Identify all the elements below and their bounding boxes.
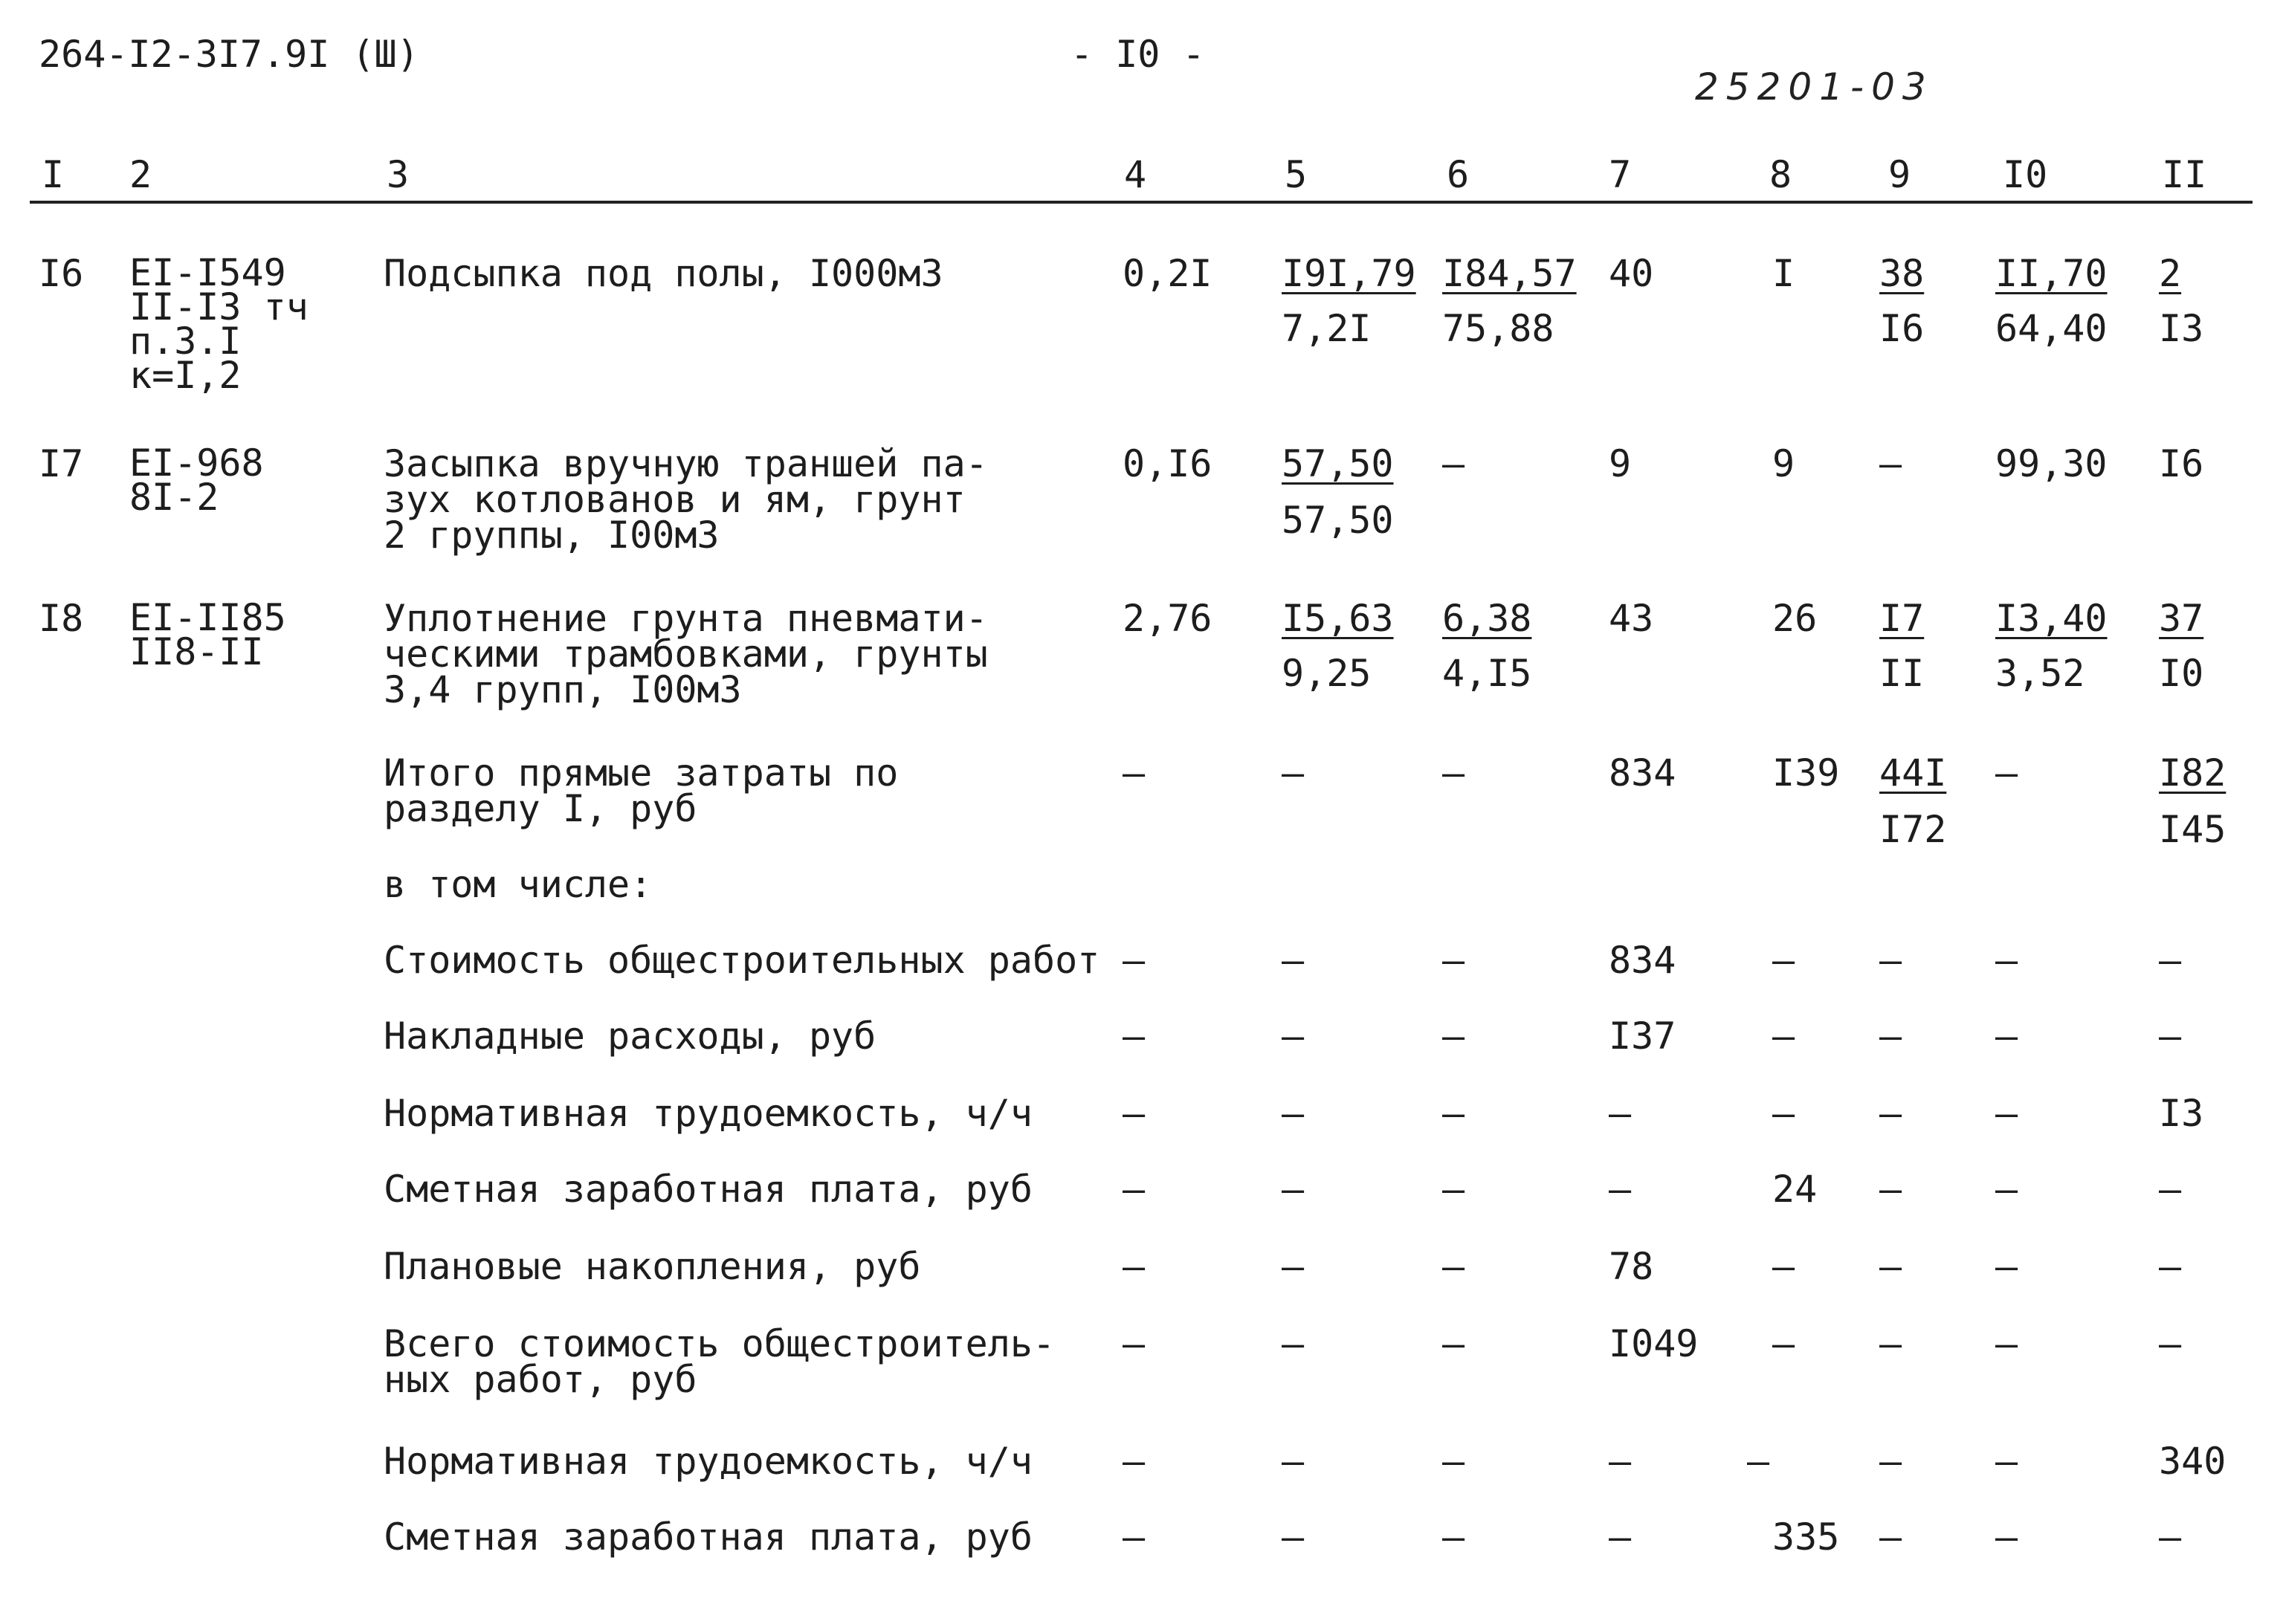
machinist-labor-total: I0 (2159, 652, 2204, 695)
norm-code: EI-II85 II8-II (129, 596, 286, 673)
page-number: - I0 - (1071, 33, 1205, 76)
total-cost-value: 834 (1609, 751, 1676, 795)
summary-c5: – (1282, 1245, 1305, 1288)
summary-c9: – (1879, 1245, 1902, 1288)
unit-cost-total: 57,50 (1282, 442, 1394, 485)
unit-cost-wages: 9,25 (1282, 652, 1372, 695)
summary-c7: I37 (1609, 1015, 1676, 1058)
header-rule (30, 201, 2253, 204)
summary-c10: – (1995, 1245, 2018, 1288)
summary-c8: – (1772, 1092, 1795, 1135)
work-name: Подсыпка под полы, I000м3 (384, 252, 943, 295)
column-number-2: 2 (129, 153, 152, 196)
summary-c5: – (1282, 939, 1305, 982)
column-number-6: 6 (1447, 153, 1470, 196)
summary-c11: 340 (2159, 1440, 2227, 1483)
summary-c9: – (1879, 1168, 1902, 1211)
summary-c8: 335 (1772, 1515, 1840, 1559)
summary-c11: – (2159, 1015, 2182, 1058)
summary-c6: – (1442, 1322, 1465, 1365)
summary-c4: – (1123, 1245, 1146, 1288)
column-number-7: 7 (1609, 153, 1632, 196)
summary-c7: I049 (1609, 1322, 1699, 1365)
summary-c7: – (1609, 1092, 1632, 1135)
wages-total: 26 (1772, 597, 1818, 640)
summary-c7: – (1609, 1168, 1632, 1211)
summary-c6: – (1442, 1092, 1465, 1135)
summary-c5: – (1282, 1092, 1305, 1135)
row-number: I8 (39, 597, 84, 640)
summary-label: Плановые накопления, руб (384, 1245, 921, 1288)
total-unit-cost: – (1282, 751, 1305, 795)
summary-c7: – (1609, 1515, 1632, 1559)
labor-total: 2 (2159, 252, 2182, 295)
summary-label: Сметная заработная плата, руб (384, 1168, 1033, 1211)
summary-c4: – (1123, 1440, 1146, 1483)
unit-cost-total: I9I,79 (1282, 252, 1416, 295)
including-label: в том числе: (384, 863, 653, 906)
summary-c4: – (1123, 1092, 1146, 1135)
machinist-labor-total: I3 (2159, 307, 2204, 350)
summary-c11: I3 (2159, 1092, 2204, 1135)
quantity: 0,2I (1123, 252, 1212, 295)
summary-c9: – (1879, 1092, 1902, 1135)
labor-per-unit: 99,30 (1995, 442, 2108, 485)
document-code: 264-I2-3I7.9I (Ш) (39, 33, 419, 76)
summary-c6: – (1442, 1245, 1465, 1288)
summary-c10: – (1995, 1322, 2018, 1365)
summary-c10: – (1995, 1015, 2018, 1058)
summary-c8: – (1772, 1245, 1795, 1288)
total-labor-per-unit: – (1995, 751, 2018, 795)
machine-total: – (1879, 442, 1902, 485)
column-number-4: 4 (1124, 153, 1147, 196)
summary-c6: – (1442, 1515, 1465, 1559)
work-name: Засыпка вручную траншей па- зух котлованов и ям, грунт 2 группы, I00м3 (384, 442, 988, 557)
column-number-1: I (42, 153, 65, 196)
summary-c11: – (2159, 939, 2182, 982)
summary-c9: – (1879, 1322, 1902, 1365)
summary-c11: – (2159, 1515, 2182, 1559)
column-number-11: II (2162, 153, 2207, 196)
total-machine-wages-value: I72 (1879, 808, 1947, 851)
summary-c8: 24 (1772, 1168, 1818, 1211)
total-quantity: – (1123, 751, 1146, 795)
summary-c10: – (1995, 939, 2018, 982)
column-number-9: 9 (1888, 153, 1911, 196)
column-number-8: 8 (1769, 153, 1792, 196)
summary-label: Всего стоимость общестроитель- ных работ, руб (384, 1322, 1056, 1401)
summary-c4: – (1123, 939, 1146, 982)
norm-code: EI-I549 II-I3 тч п.3.I к=I,2 (129, 251, 309, 397)
summary-c7: 78 (1609, 1245, 1654, 1288)
quantity: 0,I6 (1123, 442, 1212, 485)
summary-c6: – (1442, 939, 1465, 982)
row-number: I7 (39, 442, 84, 485)
summary-label: Стоимость общестроительных работ (384, 939, 1100, 982)
summary-c11: – (2159, 1322, 2182, 1365)
total-wages-value: I39 (1772, 751, 1840, 795)
summary-c9: – (1879, 1515, 1902, 1559)
total-machine-value: 44I (1879, 751, 1947, 795)
unit-cost-wages: 7,2I (1282, 307, 1372, 350)
summary-c5: – (1282, 1015, 1305, 1058)
summary-label: Нормативная трудоемкость, ч/ч (384, 1092, 1033, 1135)
summary-c10: – (1995, 1440, 2018, 1483)
summary-c9: – (1879, 1015, 1902, 1058)
summary-c9: – (1879, 939, 1902, 982)
row-number: I6 (39, 252, 84, 295)
summary-c8: – (1772, 1015, 1795, 1058)
labor-total: 37 (2159, 597, 2204, 640)
quantity: 2,76 (1123, 597, 1212, 640)
summary-c6: – (1442, 1015, 1465, 1058)
summary-c6: – (1442, 1440, 1465, 1483)
machine-cost: I84,57 (1442, 252, 1577, 295)
column-number-3: 3 (387, 153, 410, 196)
summary-c11: – (2159, 1168, 2182, 1211)
total-cost: 9 (1609, 442, 1632, 485)
labor-per-unit: I3,40 (1995, 597, 2108, 640)
summary-c10: – (1995, 1092, 2018, 1135)
total-label: Итого прямые затраты по разделу I, руб (384, 751, 899, 830)
labor-per-unit: II,70 (1995, 252, 2108, 295)
summary-c5: – (1282, 1322, 1305, 1365)
norm-code: EI-968 8I-2 (129, 441, 264, 519)
summary-c6: – (1442, 1168, 1465, 1211)
machinist-labor-per-unit: 64,40 (1995, 307, 2108, 350)
column-number-10: I0 (2003, 153, 2048, 196)
labor-total: I6 (2159, 442, 2204, 485)
total-machinist-labor-value: I45 (2159, 808, 2227, 851)
summary-label: Нормативная трудоемкость, ч/ч (384, 1440, 1033, 1483)
summary-c5: – (1282, 1168, 1305, 1211)
summary-c11: – (2159, 1245, 2182, 1288)
summary-c4: – (1123, 1322, 1146, 1365)
machine-total: I7 (1879, 597, 1925, 640)
total-machine-cost: – (1442, 751, 1465, 795)
handwritten-number: 25201-03 (1695, 65, 1934, 109)
summary-label: Накладные расходы, руб (384, 1015, 876, 1058)
wages-total: 9 (1772, 442, 1795, 485)
total-cost: 40 (1609, 252, 1654, 295)
machine-cost: 6,38 (1442, 597, 1532, 640)
summary-c4: – (1123, 1515, 1146, 1559)
summary-c5: – (1282, 1440, 1305, 1483)
summary-c8: – (1772, 939, 1795, 982)
machine-wages-total: II (1879, 652, 1925, 695)
machine-total: 38 (1879, 252, 1925, 295)
summary-c8: – (1747, 1440, 1770, 1483)
summary-c9: – (1879, 1440, 1902, 1483)
unit-cost-total: I5,63 (1282, 597, 1394, 640)
work-name: Уплотнение грунта пневмати- ческими трамбовками, грунты 3,4 групп, I00м3 (384, 597, 988, 711)
unit-cost-wages: 57,50 (1282, 499, 1394, 542)
machine-wages-total: I6 (1879, 307, 1925, 350)
machine-wages: 75,88 (1442, 307, 1554, 350)
machinist-labor-per-unit: 3,52 (1995, 652, 2085, 695)
summary-c7: – (1609, 1440, 1632, 1483)
machine-cost: – (1442, 442, 1465, 485)
column-number-5: 5 (1285, 153, 1308, 196)
summary-c4: – (1123, 1015, 1146, 1058)
machine-wages: 4,I5 (1442, 652, 1532, 695)
total-cost: 43 (1609, 597, 1654, 640)
summary-c8: – (1772, 1322, 1795, 1365)
wages-total: I (1772, 252, 1795, 295)
total-labor-value: I82 (2159, 751, 2227, 795)
summary-c5: – (1282, 1515, 1305, 1559)
summary-c7: 834 (1609, 939, 1676, 982)
summary-c10: – (1995, 1515, 2018, 1559)
summary-c10: – (1995, 1168, 2018, 1211)
summary-c4: – (1123, 1168, 1146, 1211)
summary-label: Сметная заработная плата, руб (384, 1515, 1033, 1559)
